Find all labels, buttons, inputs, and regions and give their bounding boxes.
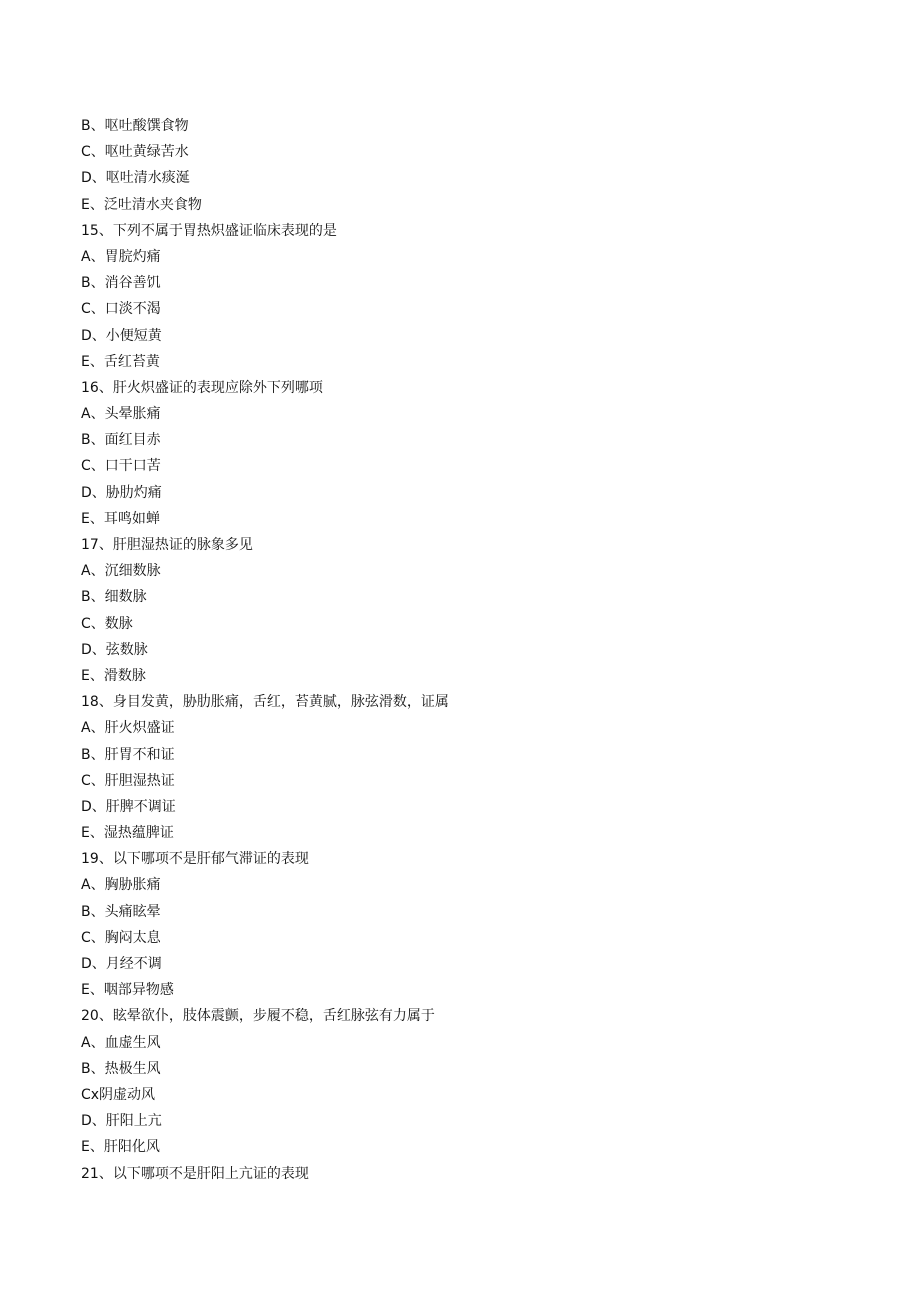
- answer-option: C、数脉: [81, 615, 133, 632]
- answer-option: D、胁肋灼痛: [81, 484, 162, 501]
- answer-option: A、胸胁胀痛: [81, 877, 161, 894]
- answer-option: B、消谷善饥: [81, 275, 161, 292]
- answer-option: Cx阴虚动风: [81, 1086, 156, 1103]
- question-stem: 17、肝胆湿热证的脉象多见: [81, 537, 253, 553]
- answer-option: C、口干口苦: [81, 458, 161, 475]
- answer-option: D、肝脾不调证: [81, 798, 176, 815]
- answer-option: B、细数脉: [81, 589, 147, 606]
- answer-option: E、肝阳化风: [81, 1139, 160, 1156]
- question-list: [81, 113, 861, 1187]
- answer-option: C、口淡不渴: [81, 301, 161, 318]
- question-stem: 18、身目发黄，胁肋胀痛，舌红，苔黄腻，脉弦滑数，证属: [81, 694, 449, 711]
- answer-option: A、血虚生风: [81, 1034, 161, 1051]
- answer-option: D、呕吐清水痰涎: [81, 170, 190, 187]
- answer-option: C、肝胆湿热证: [81, 772, 175, 789]
- question-stem: 21、以下哪项不是肝阳上亢证的表现: [81, 1165, 309, 1182]
- question-stem: 20、眩晕欲仆，肢体震颤，步履不稳，舌红脉弦有力属于: [81, 1008, 435, 1025]
- answer-option: C、胸闷太息: [81, 929, 161, 946]
- answer-option: D、小便短黄: [81, 327, 162, 344]
- answer-option: E、舌红苔黄: [81, 353, 160, 370]
- answer-option: B、面红目赤: [81, 432, 161, 449]
- answer-option: A、头晕胀痛: [81, 406, 161, 423]
- answer-option: C、呕吐黄绿苦水: [81, 144, 189, 161]
- answer-option: A、肝火炽盛证: [81, 720, 175, 737]
- answer-option: D、肝阳上亢: [81, 1113, 162, 1130]
- question-stem: 15、下列不属于胃热炽盛证临床表现的是: [81, 222, 337, 239]
- answer-option: E、咽部异物感: [81, 982, 174, 999]
- answer-option: A、沉细数脉: [81, 563, 161, 580]
- question-stem: 16、肝火炽盛证的表现应除外下列哪项: [81, 379, 323, 396]
- question-stem: 19、以下哪项不是肝郁气滞证的表现: [81, 851, 309, 868]
- answer-option: E、耳鸣如蝉: [81, 510, 160, 527]
- answer-option: B、头痛眩晕: [81, 903, 161, 920]
- answer-option: E、湿热蕴脾证: [81, 825, 174, 842]
- answer-option: E、滑数脉: [81, 667, 146, 684]
- answer-option: A、胃脘灼痛: [81, 248, 161, 265]
- answer-option: D、弦数脉: [81, 641, 148, 658]
- answer-option: D、月经不调: [81, 956, 162, 972]
- answer-option: B、呕吐酸馔食物: [81, 118, 189, 134]
- answer-option: B、肝胃不和证: [81, 746, 175, 763]
- answer-option: E、泛吐清水夹食物: [81, 196, 202, 213]
- answer-option: B、热极生风: [81, 1060, 161, 1077]
